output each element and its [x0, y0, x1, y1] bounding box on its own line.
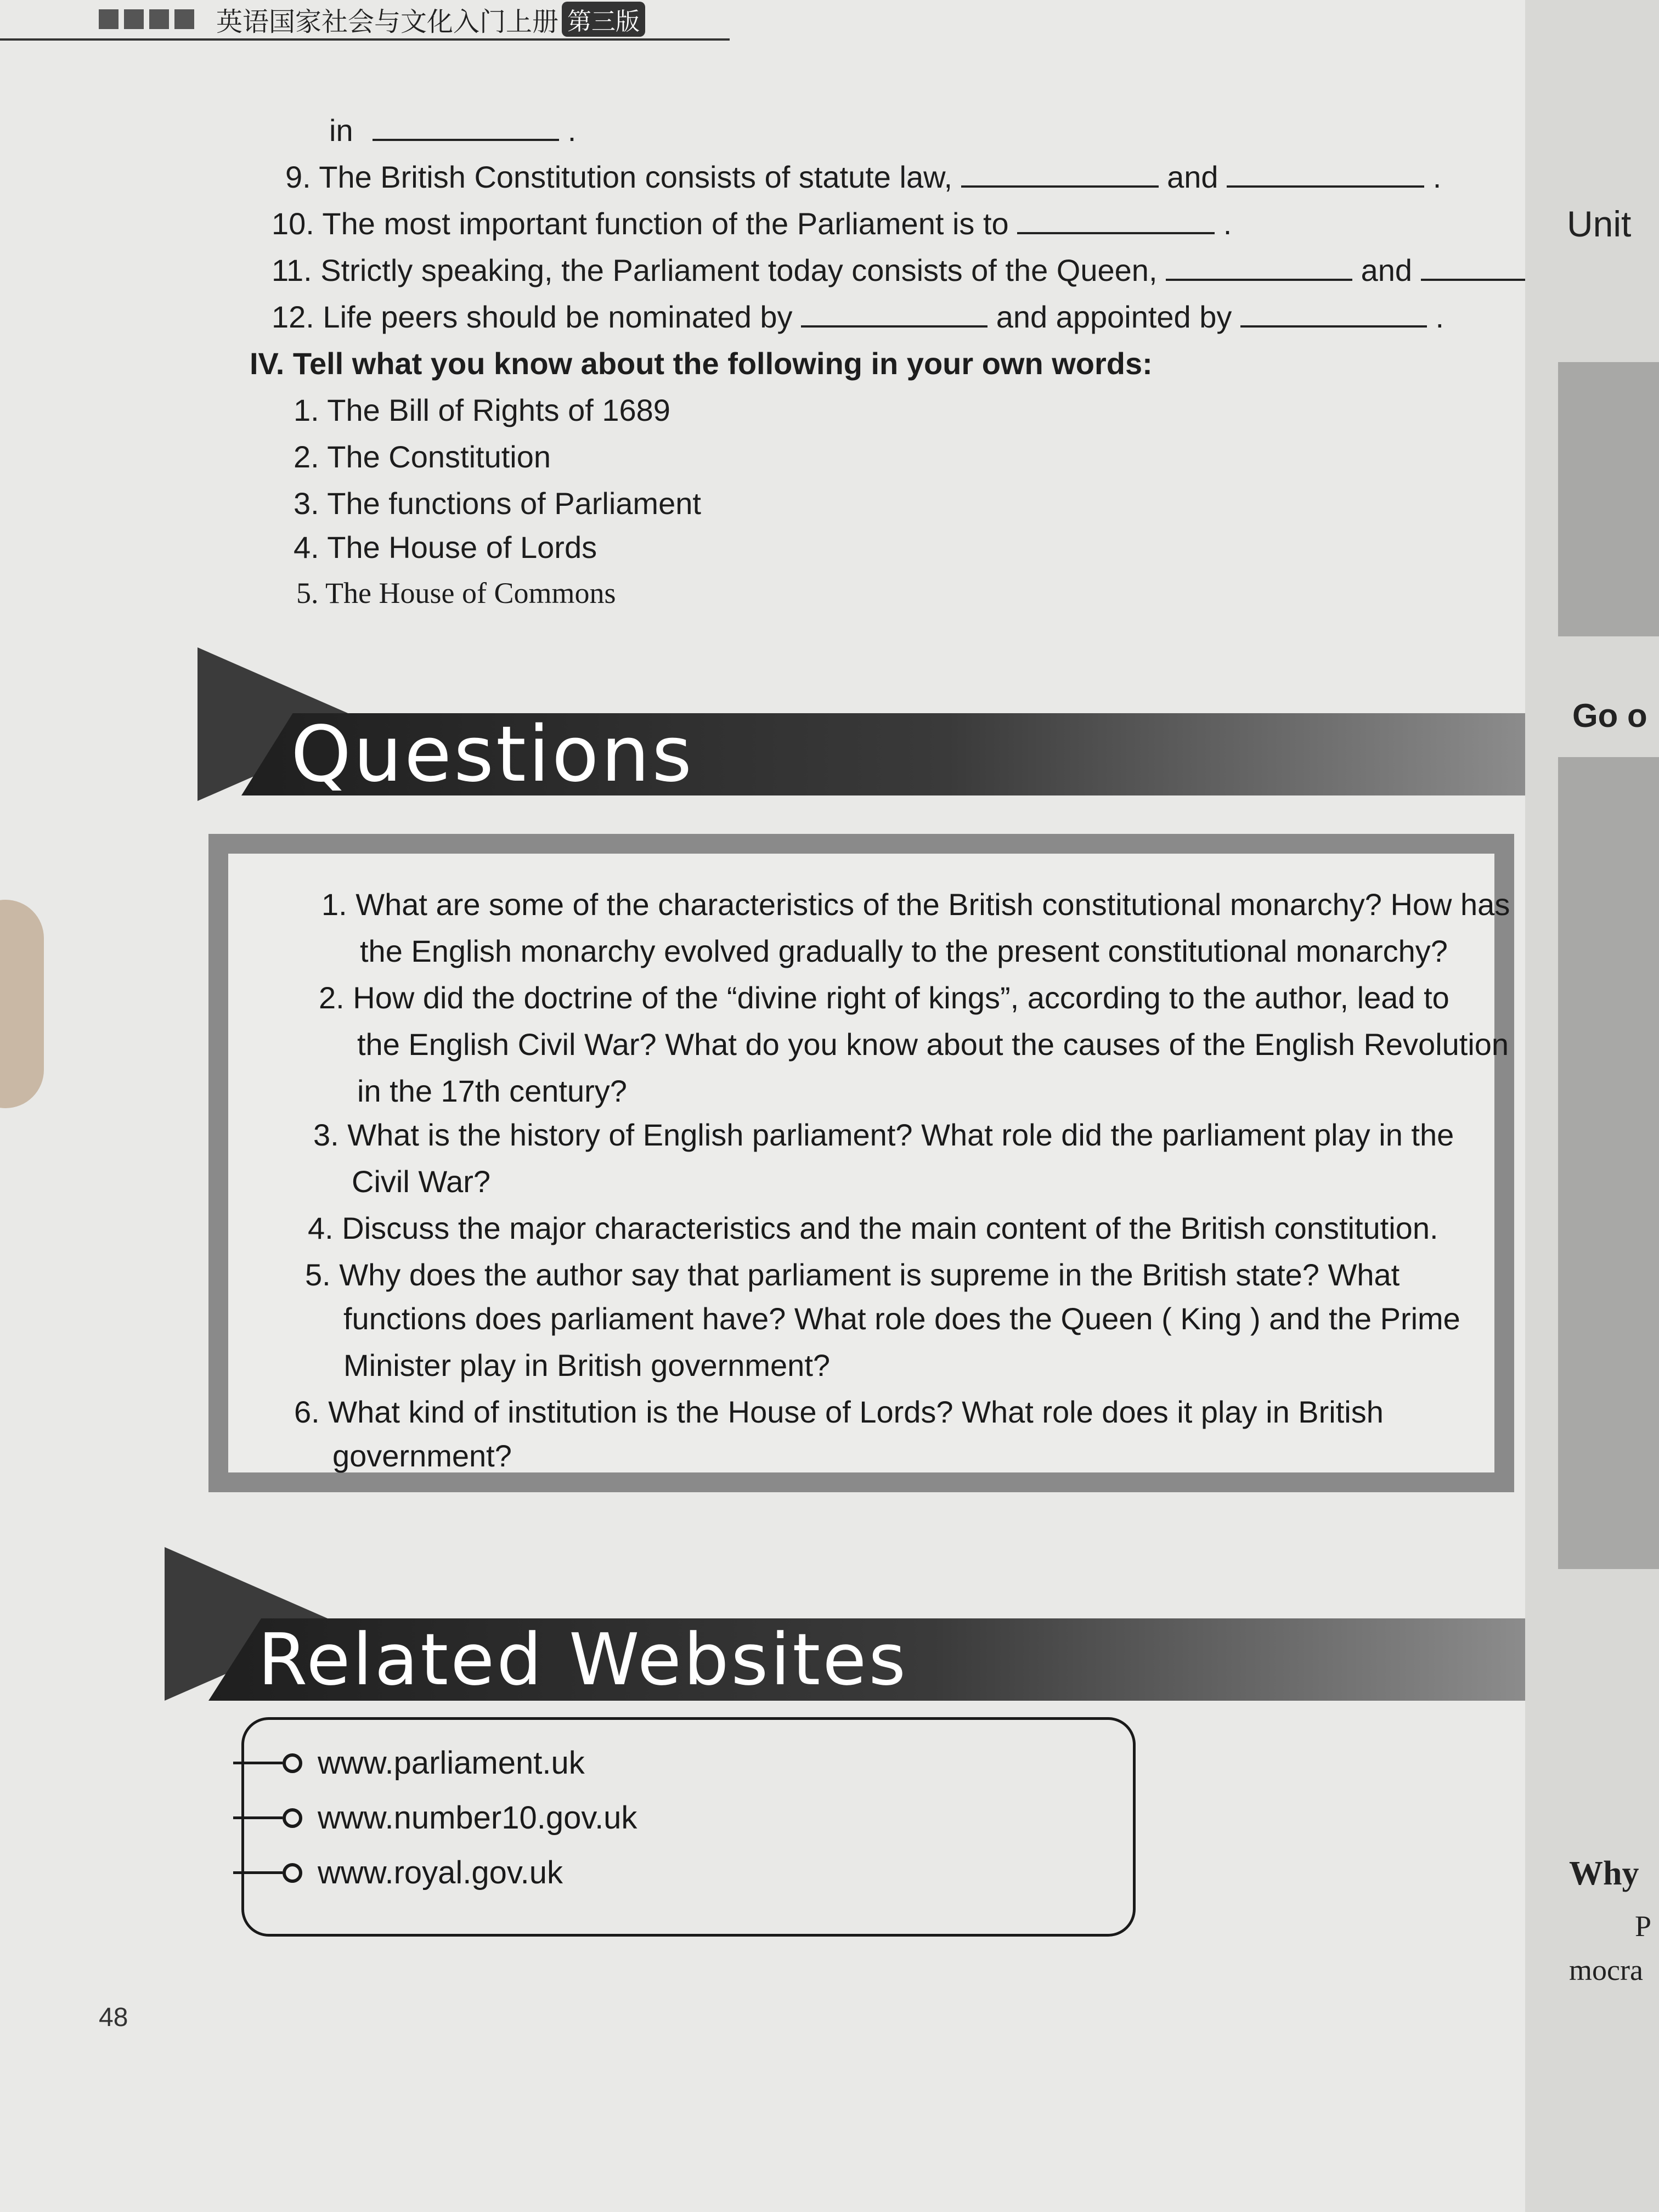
facing-panel	[1558, 362, 1659, 636]
answer-blank	[961, 183, 1159, 188]
related-websites-banner	[208, 1618, 1525, 1701]
question-line: the English Civil War? What do you know about the causes of the English Revolution	[357, 1027, 1509, 1062]
question-line: the English monarchy evolved gradually to the present constitutional monarchy?	[360, 934, 1448, 968]
questions-banner	[241, 709, 1525, 799]
question-line: Minister play in British government?	[343, 1348, 831, 1383]
related-websites-box	[241, 1717, 1136, 1937]
question-line: 2. How did the doctrine of the “divine right of kings”, according to the author, lead to	[319, 980, 1449, 1015]
bullet-icon	[283, 1753, 302, 1773]
fill-in-item-12: 12. Life peers should be nominated by and appointed by .	[272, 300, 1444, 334]
question-line: 6. What kind of institution is the House of Lords? What role does it play in British	[294, 1395, 1384, 1429]
book-title: 英语国家社会与文化入门上册	[216, 6, 559, 37]
section-iv-item: 3. The functions of Parliament	[294, 486, 701, 521]
question-line: 5. Why does the author say that parliament is supreme in the British state? What	[305, 1257, 1400, 1292]
answer-blank	[801, 323, 988, 328]
header-decoration	[99, 9, 194, 29]
facing-p-label: P	[1635, 1910, 1652, 1943]
website-link[interactable]: www.parliament.uk	[233, 1745, 585, 1781]
website-link[interactable]: www.royal.gov.uk	[233, 1854, 563, 1891]
thumb	[0, 900, 44, 1108]
question-line: government?	[332, 1438, 512, 1473]
question-line: functions does parliament have? What role does the Queen ( King ) and the Prime	[343, 1301, 1460, 1336]
section-iv-heading: IV. Tell what you know about the following in your own words:	[250, 346, 1153, 381]
answer-blank	[1421, 276, 1531, 281]
fill-in-item-11: 11. Strictly speaking, the Parliament today consists of the Queen, and	[272, 252, 1531, 288]
question-line: 4. Discuss the major characteristics and the main content of the British constitution.	[308, 1211, 1438, 1245]
fill-in-item-10: 10. The most important function of the Parliament is to .	[272, 206, 1232, 241]
question-line: 3. What is the history of English parliament? What role did the parliament play in the	[313, 1118, 1454, 1152]
bullet-icon	[283, 1808, 302, 1828]
header-rule	[0, 38, 730, 41]
running-header	[0, 0, 746, 38]
section-iv-item: 1. The Bill of Rights of 1689	[294, 393, 670, 427]
answer-blank	[1166, 276, 1352, 281]
bullet-icon	[283, 1863, 302, 1883]
section-iv-item: 4. The House of Lords	[294, 530, 597, 565]
answer-blank	[1227, 183, 1424, 188]
question-line: Civil War?	[352, 1164, 491, 1199]
answer-blank	[1240, 323, 1427, 328]
facing-why-label: Why	[1569, 1855, 1639, 1892]
related-websites-title: Related Websites	[258, 1618, 908, 1701]
edition-badge: 第三版	[562, 2, 645, 37]
fill-in-line-in: in .	[329, 113, 577, 148]
website-link[interactable]: www.number10.gov.uk	[233, 1799, 637, 1836]
question-line: 1. What are some of the characteristics of the British constitutional monarchy? How has	[321, 887, 1510, 922]
answer-blank	[1017, 230, 1215, 234]
facing-unit-label: Unit	[1567, 204, 1632, 244]
page-number: 48	[99, 2003, 128, 2032]
facing-panel	[1558, 757, 1659, 1569]
facing-go-label: Go o	[1572, 697, 1647, 734]
section-iv-item: 5. The House of Commons	[296, 577, 616, 610]
questions-box	[208, 834, 1514, 1492]
section-iv-item: 2. The Constitution	[294, 439, 551, 474]
facing-mocra-label: mocra	[1569, 1954, 1643, 1987]
fill-in-item-9: 9. The British Constitution consists of statute law, and .	[285, 160, 1442, 194]
facing-page	[1525, 0, 1659, 2212]
questions-title: Questions	[291, 709, 695, 799]
answer-blank	[373, 137, 559, 141]
question-line: in the 17th century?	[357, 1074, 627, 1108]
